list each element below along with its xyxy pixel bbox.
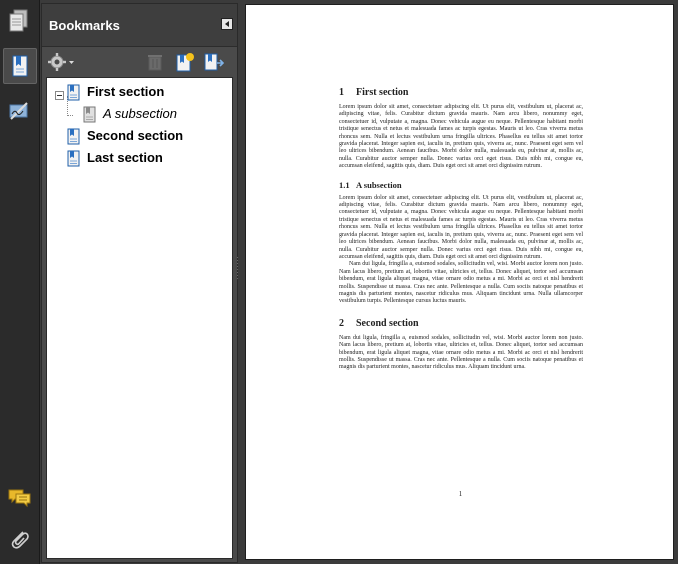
bookmark-label: First section [87, 84, 165, 99]
signatures-icon [8, 99, 30, 123]
signatures-panel-button[interactable] [3, 94, 35, 128]
bookmark-icon [67, 84, 81, 101]
comments-icon [8, 487, 32, 509]
paragraph: Nam dui ligula, fringilla a, euismod sodales, sollicitudin vel, wisi. Morbi auctor lorem non justo. Nam lacus libero, pretium at, lobortis vitae, ultricies et, tellus. Donec aliquet, tortor sed accumsan bibendum, erat ligula aliquet magna, vitae ornare odio metus a mi. Morbi ac orci et nisl hendrerit mollis. Suspendisse ut massa. Cras nec ante. Pellentesque a nulla. Cum sociis natoque penatibus et magnis dis parturient montes, nascetur ridiculus mus. Aliquam tincidunt urna. [339, 334, 583, 371]
new-bookmark-icon [175, 52, 195, 72]
bookmark-icon [67, 150, 81, 167]
section-heading: 2 Second section [339, 317, 419, 329]
paragraph: Lorem ipsum dolor sit amet, consectetuer adipiscing elit. Ut purus elit, vestibulum ut, placerat ac, adipiscing vitae, felis. Curabitur dictum gravida mauris. Nam arcu libero, nonummy eget, consectetuer id, vulputate a, magna. Donec vehicula augue eu neque. Pellentesque habitant morbi tristique senectus et netus et malesuada fames ac turpis egestas. Mauris ut leo. Cras viverra metus rhoncus sem. Nulla et lectus vestibulum urna fringilla ultrices. Phasellus eu tellus sit amet tortor gravida placerat. Integer sapien est, iaculis in, pretium quis, viverra ac, nunc. Praesent eget sem vel leo ultrices bibendum. Aenean faucibus. Morbi dolor nulla, malesuada eu, pulvinar at, mollis ac, nulla. Curabitur auctor semper nulla. Donec varius orci eget risus. Duis nibh mi, congue eu, accumsan eleifend, sagittis quis, diam. Duis eget orci sit amet orci dignissim rutrum. [339, 104, 583, 170]
panel-header [42, 4, 237, 47]
bookmark-item-a-subsection[interactable] [47, 104, 232, 124]
paragraph: Nam dui ligula, fringilla a, euismod sodales, sollicitudin vel, wisi. Morbi auctor lorem non justo. Nam lacus libero, pretium at, lobortis vitae, ultricies et, tellus. Donec aliquet, tortor sed accumsan bibendum, erat ligula aliquet magna, vitae ornare odio metus a mi. Morbi ac orci et nisl hendrerit mollis. Suspendisse ut massa. Cras nec ante. Pellentesque a nulla. Cum sociis natoque penatibus et magnis dis parturient montes, nascetur ridiculus mus. Aliquam tincidunt urna. Nulla ullamcorper vestibulum turpis. Pellentesque cursus luctus mauris. [339, 261, 583, 305]
bookmark-label: Last section [87, 150, 163, 165]
bookmark-label: A subsection [103, 106, 177, 121]
collapse-toggle-icon[interactable] [55, 91, 64, 100]
navigation-rail [0, 0, 40, 564]
bookmarks-panel [41, 3, 238, 563]
panel-resize-handle[interactable] [236, 255, 239, 295]
expand-bookmark-button[interactable] [203, 52, 225, 72]
expand-bookmark-icon [203, 52, 225, 72]
bookmark-item-last-section[interactable] [47, 148, 232, 168]
page-content [339, 87, 583, 372]
paragraph: Lorem ipsum dolor sit amet, consectetuer adipiscing elit. Ut purus elit, vestibulum ut, placerat ac, adipiscing vitae, felis. Curabitur dictum gravida mauris. Nam arcu libero, nonummy eget, consectetuer id, vulputate a, magna. Donec vehicula augue eu neque. Pellentesque habitant morbi tristique senectus et netus et malesuada fames ac turpis egestas. Mauris ut leo. Cras viverra metus rhoncus sem. Nulla et lectus vestibulum urna fringilla ultrices. Phasellus eu tellus sit amet tortor gravida placerat. Integer sapien est, iaculis in, pretium quis, viverra ac, nunc. Praesent eget sem vel leo ultrices bibendum. Aenean faucibus. Morbi dolor nulla, malesuada eu, pulvinar at, mollis ac, nulla. Curabitur auctor semper nulla. Donec varius orci eget risus. Duis nibh mi, congue eu, accumsan eleifend, sagittis quis, diam. Duis eget orci sit amet orci dignissim rutrum. [339, 194, 583, 260]
pages-panel-button[interactable] [3, 4, 35, 38]
options-gear-icon [48, 52, 76, 72]
bookmarks-panel-button[interactable] [3, 48, 37, 84]
collapse-panel-button[interactable] [221, 18, 233, 30]
bookmark-icon [83, 106, 97, 123]
bookmark-icon [67, 128, 81, 145]
delete-bookmark-icon [146, 52, 164, 72]
attachments-panel-button[interactable] [3, 522, 35, 556]
attachments-icon [8, 527, 30, 551]
bookmarks-toolbar [42, 47, 237, 76]
bookmark-item-second-section[interactable] [47, 126, 232, 146]
options-menu-button[interactable] [48, 52, 76, 72]
page-number: 1 [458, 490, 463, 498]
pages-icon [8, 9, 30, 33]
subsection-heading: 1.1 A subsection [339, 179, 402, 190]
bookmark-label: Second section [87, 128, 184, 143]
bookmark-tree [46, 77, 233, 559]
comments-panel-button[interactable] [3, 482, 35, 516]
section-heading: 1 First section [339, 87, 409, 98]
bookmarks-icon [9, 54, 31, 78]
delete-bookmark-button[interactable] [146, 52, 164, 72]
new-bookmark-button[interactable] [175, 52, 195, 72]
bookmark-item-first-section[interactable] [47, 82, 232, 102]
document-page [245, 4, 674, 560]
panel-title: Bookmarks [49, 18, 120, 33]
